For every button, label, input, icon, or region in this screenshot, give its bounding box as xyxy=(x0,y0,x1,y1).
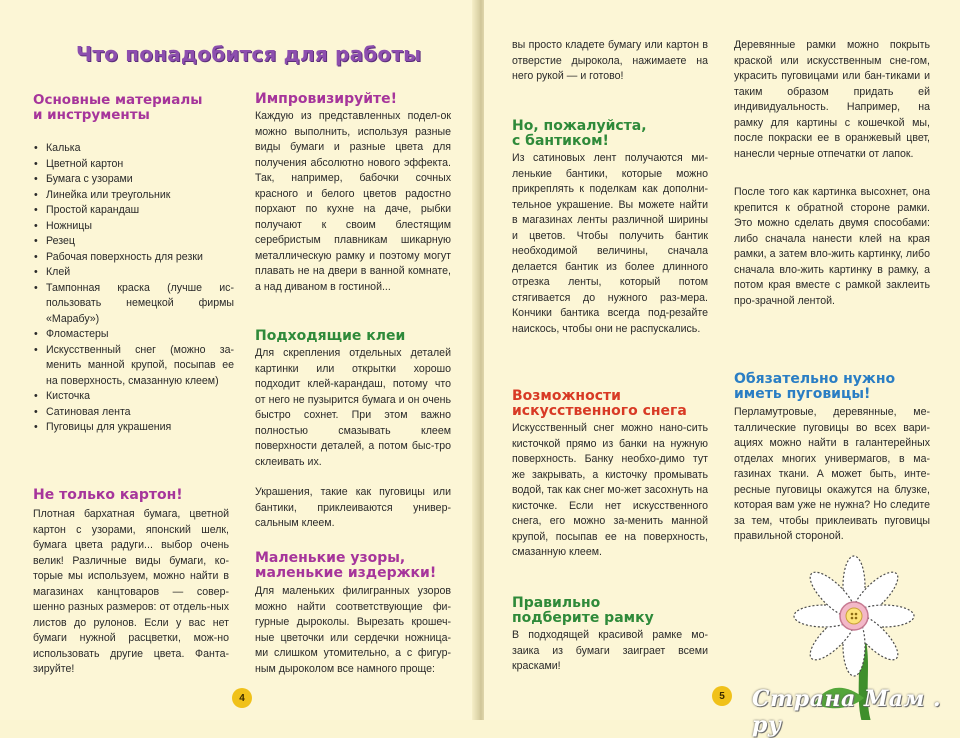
list-item: • Калька xyxy=(34,141,234,157)
left-page xyxy=(0,0,476,720)
page-number-left: 4 xyxy=(232,688,252,708)
buttons-heading-line-1: Обязательно нужно xyxy=(734,371,896,387)
snow-heading-line-2: искусственного снега xyxy=(512,403,687,419)
improvise-heading: Импровизируйте! xyxy=(255,91,398,107)
buttons-heading-line-2: иметь пуговицы! xyxy=(734,386,871,402)
right-page xyxy=(484,0,960,738)
frame-text: В подходящей красивой рамке мо-заика из бумаги заиграет всеми красками! xyxy=(512,629,708,672)
page-title: Что понадобится для работы xyxy=(76,42,422,66)
materials-heading-line-1: Основные материалы xyxy=(33,92,203,108)
patterns-heading-line-2: маленькие издержки! xyxy=(255,565,437,581)
list-item: • Линейка или треугольник xyxy=(34,188,234,204)
snow-heading-line-1: Возможности xyxy=(512,388,621,404)
bows-heading xyxy=(512,119,647,149)
not-only-heading: Не только картон! xyxy=(33,487,183,503)
patterns-heading-line-1: Маленькие узоры, xyxy=(255,550,406,566)
glue-text-2: Украшения, такие как пуговицы или бантики, приклеиваются универ-сальным клеем. xyxy=(255,486,451,529)
list-item: • Резец xyxy=(34,234,234,250)
list-item: • Искусственный снег (можно за-менить манной крупой, посыпав ее на поверхность, смазанную клеем) xyxy=(34,343,234,390)
not-only-text: Плотная бархатная бумага, цветной картон с узорами, японский шелк, бумага цвета радуги... выбор очень велик! Различные виды бумаги, ко-торые мы используем, можно найти в магазинах канцтоваров — совер-шенно разных размеров: от отдель-ных листов до рулонов. Если у вас нет бумаги нужной расцветки, мож-но использовать другие цвета. Фанта-зируйте! xyxy=(33,508,229,675)
bows-text: Из сатиновых лент получаются ми-ленькие бантики, которые можно прикреплять к поделкам как дополни-тельное украшение. Вы можете найти в магазинах ленты различной ширины и цветов. Чтобы получить бантик необходимой величины, сначала делается бантик из более длинного отрезка ленты, который потом стягивается до нужного раз-мера. Кончики бантика всегда под-резайте наискось, чтобы они не распускались. xyxy=(512,152,708,335)
bows-heading-line-1: Но, пожалуйста, xyxy=(512,118,647,134)
glue-text-1: Для скрепления отдельных деталей картинки или открытки хорошо подходит клей-карандаш, потому что от него не пузырится бумага и он очень быстро сохнет. При этом важно полностью смазывать клеем поверхности деталей, а потом быс-тро склеивать их. xyxy=(255,347,451,468)
snow-text: Искусственный снег можно нано-сить кисточкой прямо из банки на нужную поверхность. Банку необхо-димо тут же закрывать, а кисточку промывать водой, так как снег мо-жет засохнуть на кисточке. Если нет искусственного снега, его можно за-менить манной крупой, посыпав ее на поверхность, смазанную клеем. xyxy=(512,422,708,558)
list-item: • Рабочая поверхность для резки xyxy=(34,250,234,266)
col2-frame-text: Деревянные рамки можно покрыть краской или искусственным сне-гом, украсить пуговицами или бан-тиками и таким образом придать ей индивидуальность. Например, на рамку для картины с кошечкой мы, после покраски ее в оранжевый цвет, нанесли черные отпечатки от лапок. xyxy=(734,39,930,160)
button-center-icon xyxy=(846,608,862,624)
list-item: • Клей xyxy=(34,265,234,281)
watermark: Страна Мам . ру xyxy=(752,686,942,738)
col2-frame-text-more: После того как картинка высохнет, она крепится к обратной стороне рамки. Это можно сделать двумя способами: либо сначала нанести клей на края рамки, а затем вло-жить картинку, либо сначала вло-жить картинку в рамку, а потом края вместе с рамкой заклеить про-зрачной лентой. xyxy=(734,186,930,307)
frame-heading xyxy=(512,596,654,626)
page-number-right: 5 xyxy=(712,686,732,706)
list-item: • Бумага с узорами xyxy=(34,172,234,188)
patterns-text: Для маленьких филигранных узоров можно найти соответствующие фи-гурные дыроколы. Вырезать крошеч-ные цветочки или сердечки ножница-ми слишком утомительно, а с фигур-ным дыроколом все намного проще: xyxy=(255,585,451,675)
materials-heading-line-2: и инструменты xyxy=(33,107,150,123)
list-item: • Простой карандаш xyxy=(34,203,234,219)
list-item: • Тампонная краска (лучше ис-пользовать немецкой фирмы «Марабу») xyxy=(34,281,234,328)
materials-heading xyxy=(33,93,202,123)
improvise-text: Каждую из представленных подел-ок можно выполнить, используя разные виды бумаги и разные цвета для получения абсолютно нового эффекта. Так, например, бабочки сочных красного и белого цветов радостно порхают по кухне на даче, рыбки получают к своим блестящим серебристым плавникам шикарную металлическую рамку и поэтому могут плавать не на двери в ванной комнате, а над диваном в гостиной... xyxy=(255,110,451,293)
bows-heading-line-2: с бантиком! xyxy=(512,133,609,149)
glue-heading: Подходящие клеи xyxy=(255,328,406,344)
list-item: • Сатиновая лента xyxy=(34,405,234,421)
list-item: • Кисточка xyxy=(34,389,234,405)
patterns-heading xyxy=(255,551,436,581)
col1-continuation-text: вы просто кладете бумагу или картон в отверстие дырокола, нажимаете на него рукой — и готово! xyxy=(512,39,708,82)
materials-list xyxy=(34,141,234,436)
snow-heading xyxy=(512,389,687,419)
list-item: • Цветной картон xyxy=(34,157,234,173)
list-item: • Ножницы xyxy=(34,219,234,235)
buttons-heading xyxy=(734,372,895,402)
buttons-text: Перламутровые, деревянные, ме-таллические пуговицы во всех вари-ациях можно найти в галантерейных отделах многих универмагов, в ма-газинах ткани. А может быть, инте-ресные пуговицы окажутся на блузке, которая вам уже не нужна? Но следите за тем, чтобы приклеивать пуговицы правильной стороной. xyxy=(734,406,930,542)
list-item: • Фломастеры xyxy=(34,327,234,343)
frame-heading-line-2: подберите рамку xyxy=(512,610,654,626)
frame-heading-line-1: Правильно xyxy=(512,595,601,611)
list-item: • Пуговицы для украшения xyxy=(34,420,234,436)
